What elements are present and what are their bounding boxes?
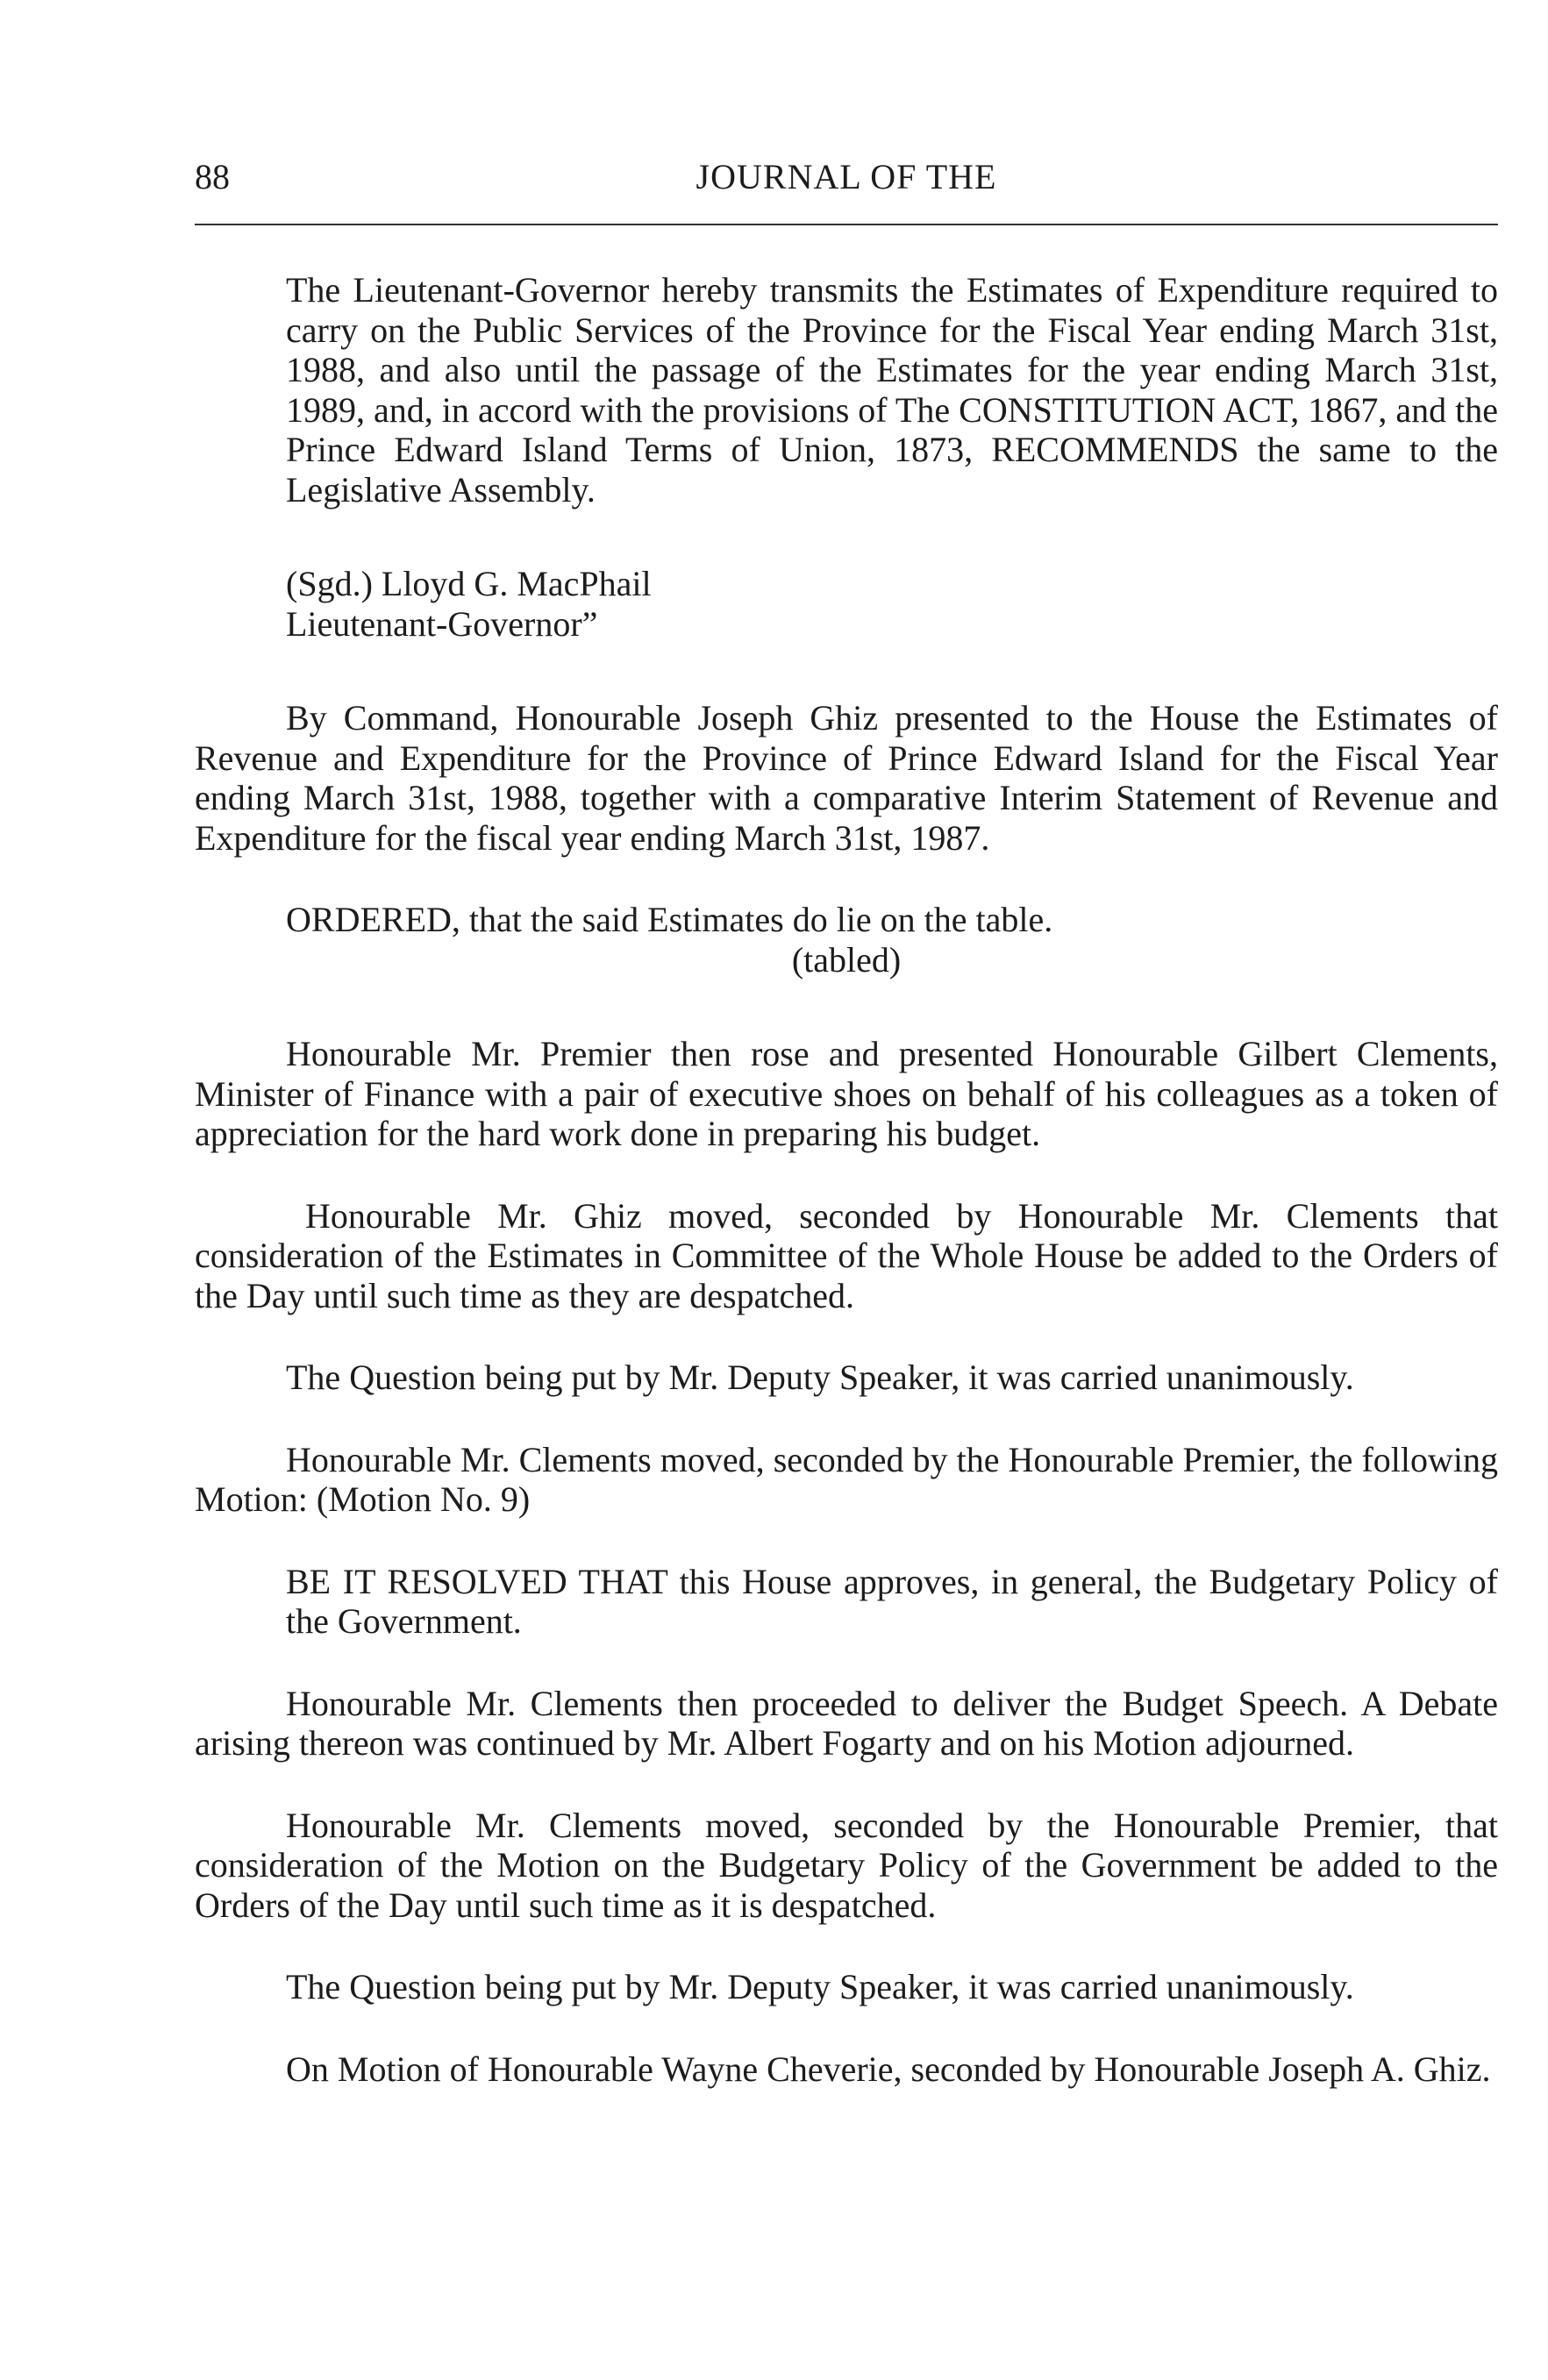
- estimates-motion-paragraph: Honourable Mr. Ghiz moved, seconded by Honourable Mr. Clements that consideration of the Estimates in Committee of the Whole House be added to the Orders of the Day until such time as they are despatched.: [195, 1195, 1498, 1315]
- question-paragraph-1: The Question being put by Mr. Deputy Speaker, it was carried unanimously.: [286, 1357, 1354, 1397]
- running-head: JOURNAL OF THE: [696, 157, 997, 196]
- signature-line: (Sgd.) Lloyd G. MacPhail: [286, 564, 652, 603]
- resolution-paragraph: BE IT RESOLVED THAT this House approves, in general, the Budgetary Policy of the Government.: [286, 1561, 1498, 1641]
- adjournment-motion-paragraph: On Motion of Honourable Wayne Cheverie, seconded by Honourable Joseph A. Ghiz.: [286, 2049, 1491, 2089]
- recommendation-paragraph: The Lieutenant-Governor hereby transmits the Estimates of Expenditure required to carry on the Public Services of the Province for the Fiscal Year ending March 31st, 1988, and also until the passage of the Estimates for the year ending March 31st, 1989, and, in accord with the provisions of The CONSTITUTION ACT, 1867, and the Prince Edward Island Terms of Union, 1873, RECOMMENDS the same to the Legislative Assembly.: [286, 270, 1498, 509]
- tabled-note: (tabled): [791, 939, 902, 980]
- budget-motion-paragraph: Honourable Mr. Clements moved, seconded by the Honourable Premier, the following Motion: (Motion No. 9): [195, 1439, 1498, 1519]
- shoes-paragraph: Honourable Mr. Premier then rose and presented Honourable Gilbert Clements, Minister of Finance with a pair of executive shoes on behalf of his colleagues as a token of appreciation for the hard work done in preparing his budget.: [195, 1034, 1498, 1153]
- command-paragraph: By Command, Honourable Joseph Ghiz presented to the House the Estimates of Revenue and Expenditure for the Province of Prince Edward Island for the Fiscal Year ending March 31st, 1988, together with a comparative Interim Statement of Revenue and Expenditure for the fiscal year ending March 31st, 1987.: [195, 698, 1498, 858]
- ordered-paragraph: ORDERED, that the said Estimates do lie on the table.: [286, 900, 1053, 939]
- question-paragraph-2: The Question being put by Mr. Deputy Speaker, it was carried unanimously.: [286, 1967, 1354, 2006]
- budget-speech-paragraph: Honourable Mr. Clements then proceeded to deliver the Budget Speech. A Debate arising thereon was continued by Mr. Albert Fogarty and on his Motion adjourned.: [195, 1683, 1498, 1763]
- header-rule: [195, 224, 1498, 225]
- budgetary-policy-paragraph: Honourable Mr. Clements moved, seconded by the Honourable Premier, that consideration of the Motion on the Budgetary Policy of the Government be added to the Orders of the Day until such time as it is despatched.: [195, 1805, 1498, 1925]
- page-header: [195, 151, 1498, 203]
- signature-title: Lieutenant-Governor”: [286, 603, 598, 644]
- page-number: 88: [195, 157, 230, 196]
- journal-body: [195, 270, 1498, 2089]
